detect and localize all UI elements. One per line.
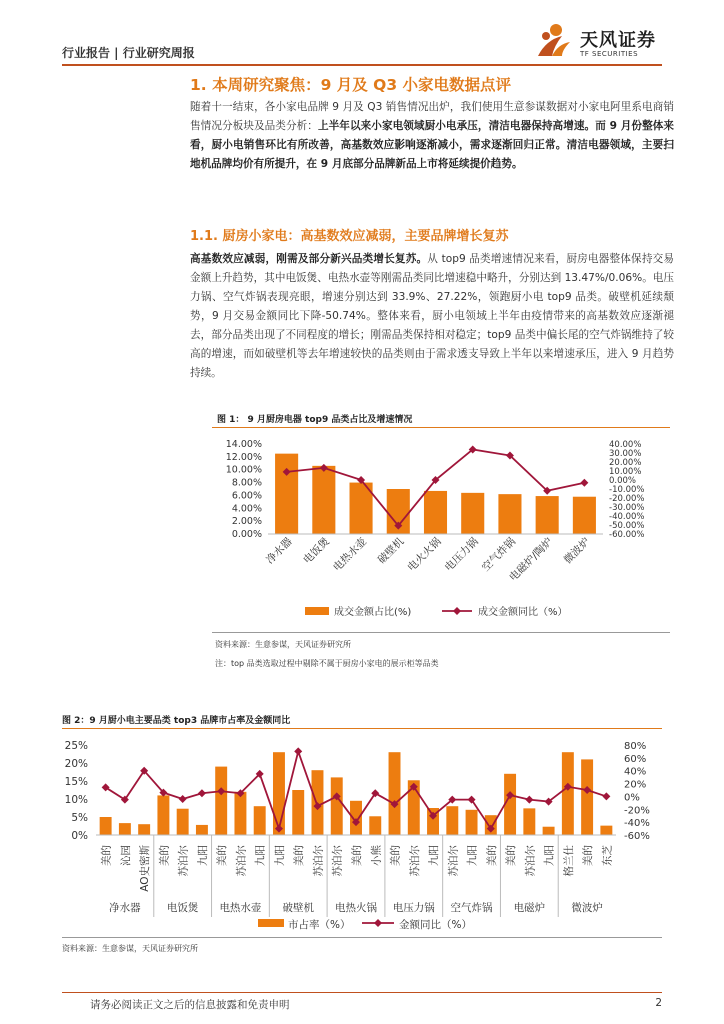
brand-label: 美的 — [582, 845, 595, 866]
figure-1-title-rule — [212, 427, 670, 428]
y-left-tick-label: 6.00% — [231, 490, 262, 502]
y-left-tick-label: 0% — [71, 830, 88, 842]
y-left-tick-label: 12.00% — [225, 451, 262, 463]
bar — [196, 825, 208, 835]
y-right-tick-label: -20.00% — [609, 494, 645, 504]
group-label: 净水器 — [109, 902, 141, 914]
bar — [446, 806, 458, 835]
y-right-tick-label: 0% — [624, 792, 640, 804]
y-left-tick-label: 10% — [64, 794, 88, 806]
bar — [581, 759, 593, 835]
bar — [573, 497, 596, 534]
section-1-1-paragraph — [190, 250, 674, 383]
bar — [234, 792, 246, 835]
line-point — [602, 792, 610, 800]
line-point — [525, 796, 533, 804]
bar — [215, 767, 227, 835]
figure-2-chart — [60, 731, 664, 935]
report-type: 行业报告 | 行业研究周报 — [62, 46, 195, 60]
bar — [254, 806, 266, 835]
brand-label: 苏泊尔 — [312, 845, 325, 877]
brand-label: 九阳 — [466, 845, 479, 866]
group-label: 微波炉 — [571, 902, 603, 914]
brand-label: 小熊 — [370, 845, 383, 866]
brand-label: 苏泊尔 — [524, 845, 537, 877]
bar — [466, 810, 478, 835]
x-tick-label: 微波炉 — [561, 535, 593, 567]
brand-label: 九阳 — [543, 845, 556, 866]
header-divider — [62, 64, 662, 66]
legend-line-marker — [374, 919, 382, 927]
bar — [461, 493, 484, 534]
brand-label: 美的 — [389, 845, 402, 866]
figure-1-note: 注：top 品类选取过程中剔除不属于厨房小家电的展示柜等品类 — [215, 659, 439, 668]
page-number: 2 — [655, 997, 662, 1009]
section-1-title: 1. 本周研究聚焦：9 月及 Q3 小家电数据点评 — [190, 76, 512, 94]
group-label: 电磁炉 — [513, 902, 546, 914]
x-tick-label: 净水器 — [263, 535, 295, 567]
x-tick-label: 电火火锅 — [405, 535, 444, 574]
y-right-tick-label: 60% — [624, 753, 647, 765]
bar — [177, 809, 189, 835]
legend-bar-label: 成交金额占比(%) — [334, 607, 412, 618]
bar — [157, 795, 169, 835]
bar — [536, 496, 559, 534]
figure-2-title: 图 2：9 月厨小电主要品类 top3 品牌市占率及金额同比 — [62, 716, 291, 726]
legend-line-marker — [453, 607, 461, 615]
brand-label: 苏泊尔 — [235, 845, 248, 877]
bar — [389, 752, 401, 835]
figure-2-bottom-rule — [62, 937, 662, 938]
legend-line-label: 成交金额同比（%） — [478, 607, 568, 618]
bar — [504, 774, 516, 835]
y-left-tick-label: 15% — [64, 776, 88, 788]
brand-label: 苏泊尔 — [447, 845, 460, 877]
bar — [331, 777, 343, 835]
brand-label: 苏泊尔 — [408, 845, 421, 877]
bar — [498, 494, 521, 534]
y-right-tick-label: 20.00% — [609, 458, 642, 468]
y-left-tick-label: 5% — [71, 812, 88, 824]
line-point — [580, 479, 588, 487]
group-label: 电热火锅 — [335, 902, 377, 914]
bar — [138, 824, 150, 835]
y-left-tick-label: 0.00% — [231, 529, 262, 540]
y-right-tick-label: 80% — [624, 741, 647, 752]
y-right-tick-label: -50.00% — [609, 521, 645, 531]
group-label: 电饭煲 — [166, 902, 199, 914]
y-right-tick-label: -40.00% — [609, 512, 645, 522]
x-tick-label: 电压力锅 — [442, 535, 481, 574]
section-1-1-bold: 高基数效应减弱，刚需及部分新兴品类增长复苏。 — [190, 253, 428, 265]
legend-bar-swatch — [305, 607, 329, 615]
brand-label: 九阳 — [428, 845, 441, 866]
brand-label: 格兰仕 — [562, 845, 575, 877]
brand-label: 苏泊尔 — [177, 845, 190, 877]
group-label: 电热水壶 — [219, 902, 262, 914]
y-left-tick-label: 25% — [64, 740, 88, 752]
brand-label: 九阳 — [196, 845, 209, 866]
y-right-tick-label: -40% — [624, 818, 650, 830]
brand-label: AO史密斯 — [139, 845, 152, 892]
bar — [275, 454, 298, 534]
bar — [562, 752, 574, 835]
y-right-tick-label: -60.00% — [609, 530, 645, 540]
line-point — [294, 747, 302, 755]
y-right-tick-label: -60% — [624, 831, 650, 842]
bar — [600, 826, 612, 835]
bar — [523, 808, 535, 835]
group-label: 破壁机 — [282, 902, 314, 914]
y-left-tick-label: 2.00% — [231, 516, 262, 528]
brand-label: 苏泊尔 — [331, 845, 344, 877]
y-right-tick-label: -10.00% — [609, 485, 645, 495]
bar — [273, 752, 285, 835]
y-right-tick-label: -30.00% — [609, 503, 645, 513]
y-right-tick-label: 40.00% — [609, 440, 642, 450]
section-1-paragraph — [190, 98, 674, 174]
bar — [292, 790, 304, 835]
line-point — [198, 789, 206, 797]
footer-divider — [62, 992, 662, 993]
company-logo — [532, 20, 662, 64]
y-left-tick-label: 4.00% — [231, 503, 262, 515]
section-1-text: 随着十一结束，各小家电品牌 9 月及 Q3 销售情况出炉，我们使用生意参谋数据对小家电阿里系电商销售情况分板块及品类分析： — [190, 101, 674, 132]
figure-1-title: 图 1： 9 月厨房电器 top9 品类占比及增速情况 — [217, 415, 413, 425]
section-1-1-title: 1.1. 厨房小家电：高基数效应减弱，主要品牌增长复苏 — [190, 229, 509, 244]
legend-bar-label: 市占率（%） — [288, 919, 351, 931]
figure-1-bottom-rule — [212, 632, 670, 633]
brand-label: 美的 — [485, 845, 498, 866]
y-left-tick-label: 10.00% — [225, 464, 262, 476]
x-tick-label: 电饭煲 — [301, 535, 332, 567]
y-right-tick-label: 0.00% — [609, 476, 637, 486]
y-left-tick-label: 8.00% — [231, 477, 262, 489]
figure-1-chart — [210, 430, 672, 630]
x-tick-label: 破壁机 — [375, 535, 407, 567]
group-label: 电压力锅 — [392, 902, 435, 914]
bar — [119, 823, 131, 835]
logo-mark-icon — [532, 22, 576, 60]
logo-cn: 天风证券 — [580, 30, 656, 51]
x-tick-label: 电热水壶 — [330, 535, 370, 574]
y-right-tick-label: 40% — [624, 766, 647, 778]
brand-label: 美的 — [216, 845, 229, 866]
brand-label: 九阳 — [254, 845, 267, 866]
brand-label: 沁园 — [119, 845, 132, 866]
x-tick-label: 电磁炉/陶炉 — [507, 535, 556, 584]
y-left-tick-label: 20% — [64, 758, 88, 770]
brand-label: 美的 — [100, 845, 113, 866]
group-label: 空气炸锅 — [450, 902, 493, 914]
brand-label: 美的 — [158, 845, 171, 866]
section-1-bold: 上半年以来小家电领域厨小电承压，清洁电器保持高增速。而 9 月份整体来看，厨小电销售环比有所改善，高基数效应影响逐渐减小，需求逐渐回归正常。清洁电器领域，主要扫地机品牌均价有所提升，在 9 月底部分品牌新品上市将延续提价趋势。 — [190, 120, 675, 170]
bar — [369, 816, 381, 835]
y-left-tick-label: 14.00% — [225, 439, 262, 450]
brand-label: 九阳 — [273, 845, 286, 866]
bar — [424, 491, 447, 534]
bar — [543, 827, 555, 835]
y-right-tick-label: -20% — [624, 805, 650, 817]
bar — [100, 817, 112, 835]
logo-en: TF SECURITIES — [580, 50, 639, 58]
figure-2-source: 资料来源：生意参谋，天风证券研究所 — [62, 944, 198, 953]
y-right-tick-label: 30.00% — [609, 449, 642, 459]
footer-disclaimer: 请务必阅读正文之后的信息披露和免责申明 — [90, 999, 290, 1011]
legend-bar-swatch — [258, 919, 284, 927]
y-right-tick-label: 20% — [624, 779, 647, 791]
line-point — [179, 795, 187, 803]
brand-label: 东芝 — [601, 845, 614, 866]
bar — [312, 466, 335, 534]
y-right-tick-label: 10.00% — [609, 467, 642, 477]
brand-label: 美的 — [505, 845, 518, 866]
figure-2-title-rule — [62, 728, 662, 729]
legend-line-label: 金额同比（%） — [399, 919, 472, 931]
x-tick-label: 空气炸锅 — [479, 535, 519, 574]
section-1-1-text: 从 top9 品类增速情况来看，厨房电器整体保持交易金额上升趋势，其中电饭煲、电热水壶等刚需品类同比增速稳中略升，分别达到 13.47%/0.06%。电压力锅、空气炸锅表现亮眼，增速分别达到 33.9%、27.22%，领跑厨小电 top9 品类。破壁机延续颓势，9 月交易金额同比下降-50.74%。整体来看，厨小电领域上半年由疫情带来的高基数效应逐渐褪去，部分品类出现了不同程度的增长；刚需品类保持相对稳定；top9 品类中偏长尾的空气炸锅维持了较高的增速，而如破壁机等去年增速较快的品类则由于需求透支导致上半年以来增速承压，进入 9 月趋势持续。 — [190, 253, 674, 379]
figure-1-source: 资料来源：生意参谋，天风证券研究所 — [215, 640, 351, 649]
brand-label: 美的 — [351, 845, 363, 866]
brand-label: 美的 — [293, 845, 306, 866]
